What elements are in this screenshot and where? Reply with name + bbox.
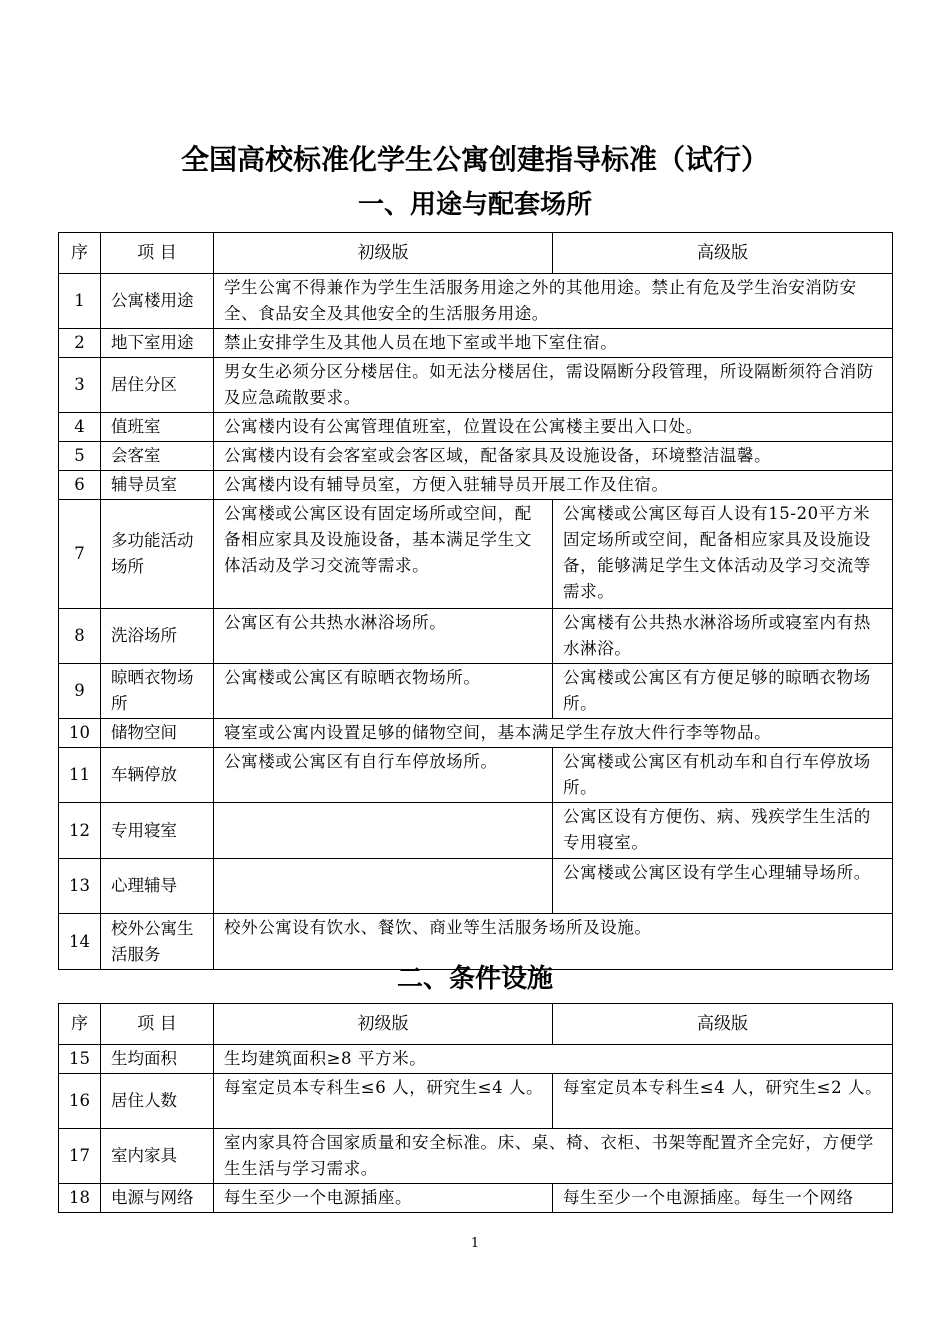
row-item: 多功能活动场所 <box>101 500 214 609</box>
row-advanced: 公寓楼或公寓区设有学生心理辅导场所。 <box>553 859 893 914</box>
row-advanced: 每室定员本专科生≤4 人，研究生≤2 人。 <box>553 1074 893 1129</box>
row-item: 居住分区 <box>101 358 214 413</box>
table-row <box>59 1184 893 1213</box>
row-number: 2 <box>59 329 101 358</box>
table-row <box>59 413 893 442</box>
row-number: 3 <box>59 358 101 413</box>
row-requirement: 学生公寓不得兼作为学生生活服务用途之外的其他用途。禁止有危及学生治安消防安全、食品安全及其他安全的生活服务用途。 <box>214 274 893 329</box>
row-basic <box>214 803 553 859</box>
row-number: 12 <box>59 803 101 859</box>
table-row <box>59 748 893 803</box>
row-item: 生均面积 <box>101 1045 214 1074</box>
row-number: 8 <box>59 609 101 664</box>
conditions-facilities-table <box>58 1003 893 1213</box>
table-row <box>59 442 893 471</box>
row-requirement: 室内家具符合国家质量和安全标准。床、桌、椅、衣柜、书架等配置齐全完好，方便学生生活与学习需求。 <box>214 1129 893 1184</box>
row-number: 10 <box>59 719 101 748</box>
row-advanced: 公寓楼或公寓区有机动车和自行车停放场所。 <box>553 748 893 803</box>
table-row <box>59 1129 893 1184</box>
row-number: 4 <box>59 413 101 442</box>
row-number: 13 <box>59 859 101 914</box>
row-basic: 每室定员本专科生≤6 人，研究生≤4 人。 <box>214 1074 553 1129</box>
row-advanced: 公寓楼或公寓区每百人设有15-20平方米固定场所或空间，配备相应家具及设施设备，能够满足学生文体活动及学习交流等需求。 <box>553 500 893 609</box>
row-basic: 公寓楼或公寓区有晾晒衣物场所。 <box>214 664 553 719</box>
row-item: 心理辅导 <box>101 859 214 914</box>
row-number: 15 <box>59 1045 101 1074</box>
row-requirement: 禁止安排学生及其他人员在地下室或半地下室住宿。 <box>214 329 893 358</box>
table-header-row <box>59 233 893 274</box>
page-number: 1 <box>470 1236 480 1251</box>
row-item: 电源与网络 <box>101 1184 214 1213</box>
row-requirement: 校外公寓设有饮水、餐饮、商业等生活服务场所及设施。 <box>214 914 893 970</box>
row-number: 17 <box>59 1129 101 1184</box>
row-basic: 公寓楼或公寓区有自行车停放场所。 <box>214 748 553 803</box>
row-basic: 公寓区有公共热水淋浴场所。 <box>214 609 553 664</box>
row-requirement: 公寓楼内设有公寓管理值班室，位置设在公寓楼主要出入口处。 <box>214 413 893 442</box>
row-item: 室内家具 <box>101 1129 214 1184</box>
row-item: 储物空间 <box>101 719 214 748</box>
row-number: 14 <box>59 914 101 970</box>
row-number: 18 <box>59 1184 101 1213</box>
row-advanced: 每生至少一个电源插座。每生一个网络 <box>553 1184 893 1213</box>
row-requirement: 男女生必须分区分楼居住。如无法分楼居住，需设隔断分段管理，所设隔断须符合消防及应急疏散要求。 <box>214 358 893 413</box>
header-seq: 序 <box>59 1004 101 1045</box>
header-basic: 初级版 <box>214 233 553 274</box>
row-requirement: 公寓楼内设有辅导员室，方便入驻辅导员开展工作及住宿。 <box>214 471 893 500</box>
table-row <box>59 859 893 914</box>
row-number: 5 <box>59 442 101 471</box>
row-number: 9 <box>59 664 101 719</box>
row-requirement: 公寓楼内设有会客室或会客区域，配备家具及设施设备，环境整洁温馨。 <box>214 442 893 471</box>
row-number: 1 <box>59 274 101 329</box>
row-advanced: 公寓楼或公寓区有方便足够的晾晒衣物场所。 <box>553 664 893 719</box>
row-number: 11 <box>59 748 101 803</box>
header-item: 项 目 <box>101 233 214 274</box>
row-item: 车辆停放 <box>101 748 214 803</box>
table-row <box>59 609 893 664</box>
row-item: 洗浴场所 <box>101 609 214 664</box>
row-requirement: 寝室或公寓内设置足够的储物空间，基本满足学生存放大件行李等物品。 <box>214 719 893 748</box>
table-row <box>59 329 893 358</box>
row-requirement: 生均建筑面积≥8 平方米。 <box>214 1045 893 1074</box>
row-number: 6 <box>59 471 101 500</box>
table-row <box>59 1045 893 1074</box>
section-title-usage: 一、用途与配套场所 <box>357 190 592 220</box>
table-row <box>59 664 893 719</box>
row-item: 会客室 <box>101 442 214 471</box>
row-advanced: 公寓区设有方便伤、病、残疾学生生活的专用寝室。 <box>553 803 893 859</box>
table-row <box>59 803 893 859</box>
table-row <box>59 500 893 609</box>
row-basic: 每生至少一个电源插座。 <box>214 1184 553 1213</box>
header-advanced: 高级版 <box>553 1004 893 1045</box>
row-item: 专用寝室 <box>101 803 214 859</box>
table-row <box>59 274 893 329</box>
header-basic: 初级版 <box>214 1004 553 1045</box>
table-row <box>59 358 893 413</box>
row-item: 公寓楼用途 <box>101 274 214 329</box>
row-advanced: 公寓楼有公共热水淋浴场所或寝室内有热水淋浴。 <box>553 609 893 664</box>
header-advanced: 高级版 <box>553 233 893 274</box>
table-header-row <box>59 1004 893 1045</box>
document-title: 全国高校标准化学生公寓创建指导标准（试行） <box>180 143 769 176</box>
row-item: 值班室 <box>101 413 214 442</box>
usage-facilities-table <box>58 232 893 970</box>
row-basic <box>214 859 553 914</box>
table-row <box>59 471 893 500</box>
row-number: 7 <box>59 500 101 609</box>
header-item: 项 目 <box>101 1004 214 1045</box>
row-item: 校外公寓生活服务 <box>101 914 214 970</box>
row-item: 地下室用途 <box>101 329 214 358</box>
row-number: 16 <box>59 1074 101 1129</box>
header-seq: 序 <box>59 233 101 274</box>
row-item: 辅导员室 <box>101 471 214 500</box>
row-basic: 公寓楼或公寓区设有固定场所或空间，配备相应家具及设施设备，基本满足学生文体活动及学习交流等需求。 <box>214 500 553 609</box>
section-title-conditions: 二、条件设施 <box>396 964 553 994</box>
row-item: 居住人数 <box>101 1074 214 1129</box>
table-row <box>59 1074 893 1129</box>
table-row <box>59 719 893 748</box>
row-item: 晾晒衣物场所 <box>101 664 214 719</box>
